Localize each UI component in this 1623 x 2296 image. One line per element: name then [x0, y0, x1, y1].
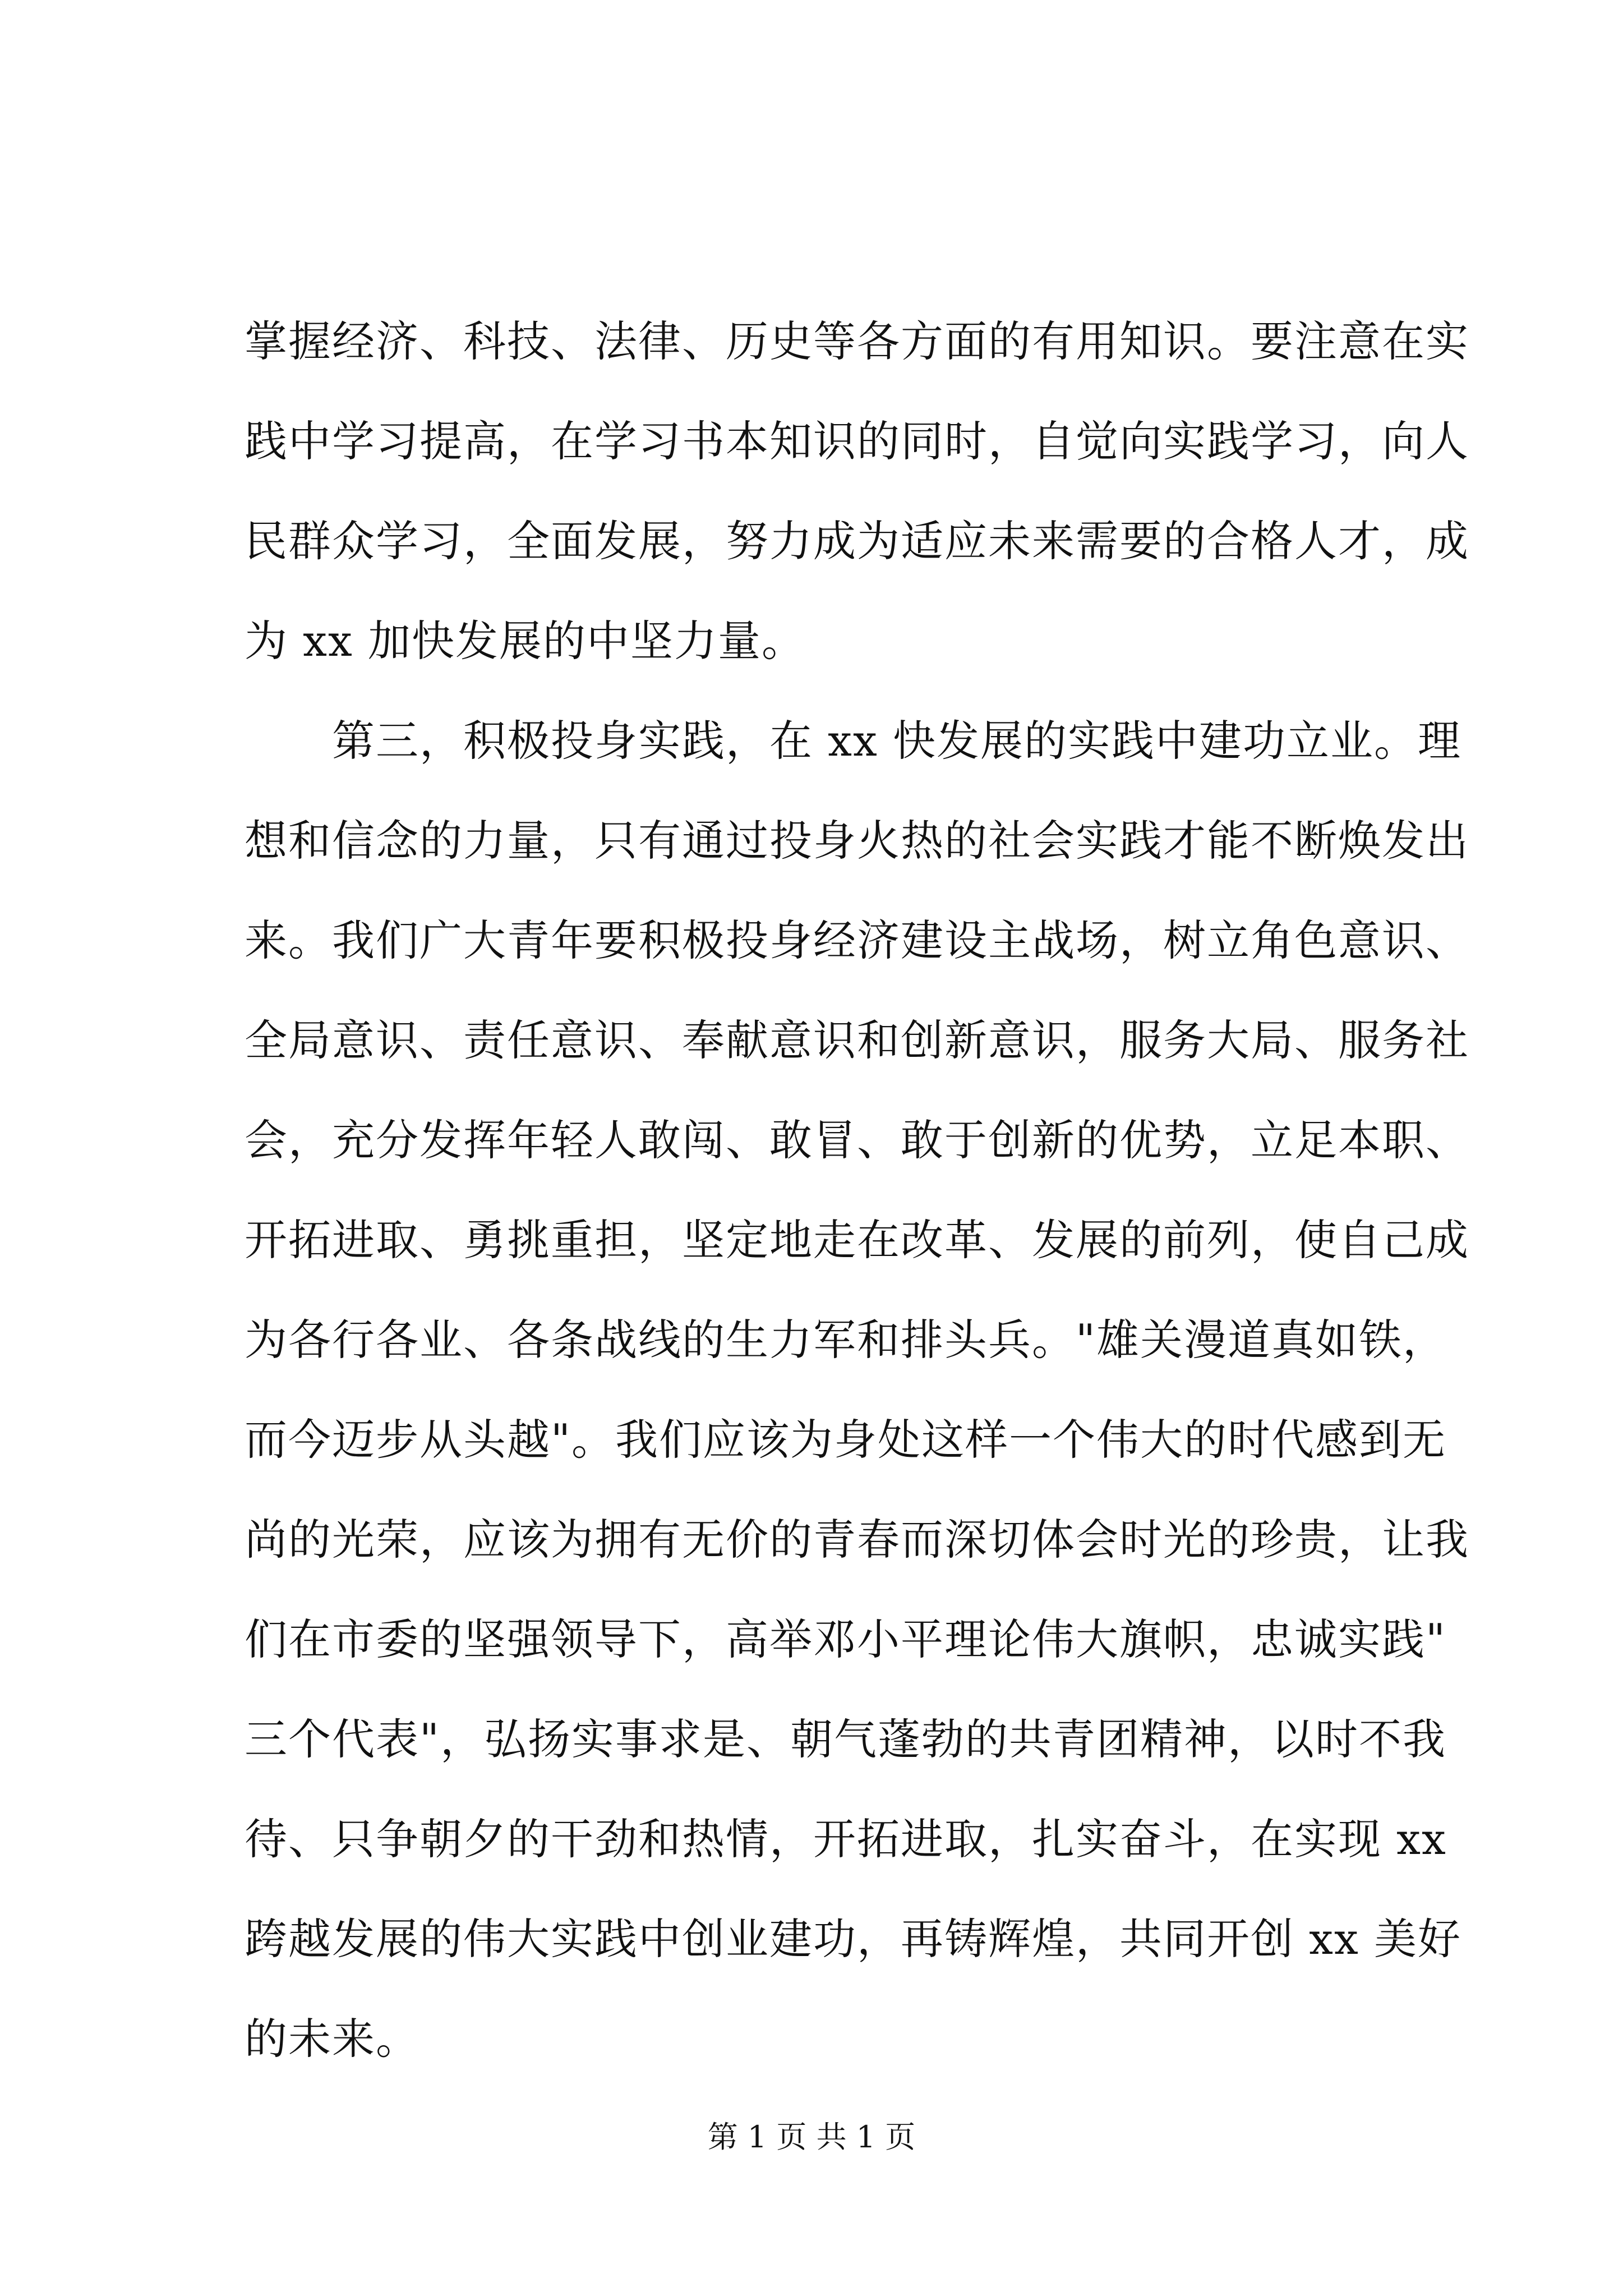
text-line: 全局意识、责任意识、奉献意识和创新意识，服务大局、服务社 — [245, 1015, 1469, 1065]
text-line: 三个代表"，弘扬实事求是、朝气蓬勃的共青团精神，以时不我 — [245, 1714, 1446, 1764]
text-line: 践中学习提高，在学习书本知识的同时，自觉向实践学习，向人 — [245, 416, 1469, 466]
text-line: 们在市委的坚强领导下，高举邓小平理论伟大旗帜，忠诚实践" — [245, 1614, 1446, 1664]
text-line: 而今迈步从头越"。我们应该为身处这样一个伟大的时代感到无 — [245, 1415, 1446, 1465]
text-line: 掌握经济、科技、法律、历史等各方面的有用知识。要注意在实 — [245, 316, 1469, 366]
text-line: 跨越发展的伟大实践中创业建功，再铸辉煌，共同开创 xx 美好 — [245, 1914, 1462, 1964]
text-line: 民群众学习，全面发展，努力成为适应未来需要的合格人才，成 — [245, 516, 1469, 566]
text-line: 尚的光荣，应该为拥有无价的青春而深切体会时光的珍贵，让我 — [245, 1515, 1469, 1565]
text-line: 开拓进取、勇挑重担，坚定地走在改革、发展的前列，使自己成 — [245, 1215, 1469, 1265]
text-line: 第三，积极投身实践，在 xx 快发展的实践中建功立业。理 — [245, 716, 1462, 766]
text-line: 的未来。 — [245, 2014, 419, 2064]
text-line: 为各行各业、各条战线的生力军和排头兵。"雄关漫道真如铁， — [245, 1315, 1446, 1365]
page-number: 第 1 页 共 1 页 — [707, 2119, 916, 2155]
text-line: 为 xx 加快发展的中坚力量。 — [245, 616, 806, 666]
body-text — [245, 292, 1469, 2089]
text-line: 想和信念的力量，只有通过投身火热的社会实践才能不断焕发出 — [245, 816, 1469, 866]
text-line: 会，充分发挥年轻人敢闯、敢冒、敢于创新的优势，立足本职、 — [245, 1115, 1469, 1165]
text-line: 来。我们广大青年要积极投身经济建设主战场，树立角色意识、 — [245, 915, 1469, 965]
text-line: 待、只争朝夕的干劲和热情，开拓进取，扎实奋斗，在实现 xx — [245, 1814, 1447, 1864]
page-footer — [0, 2115, 1623, 2160]
